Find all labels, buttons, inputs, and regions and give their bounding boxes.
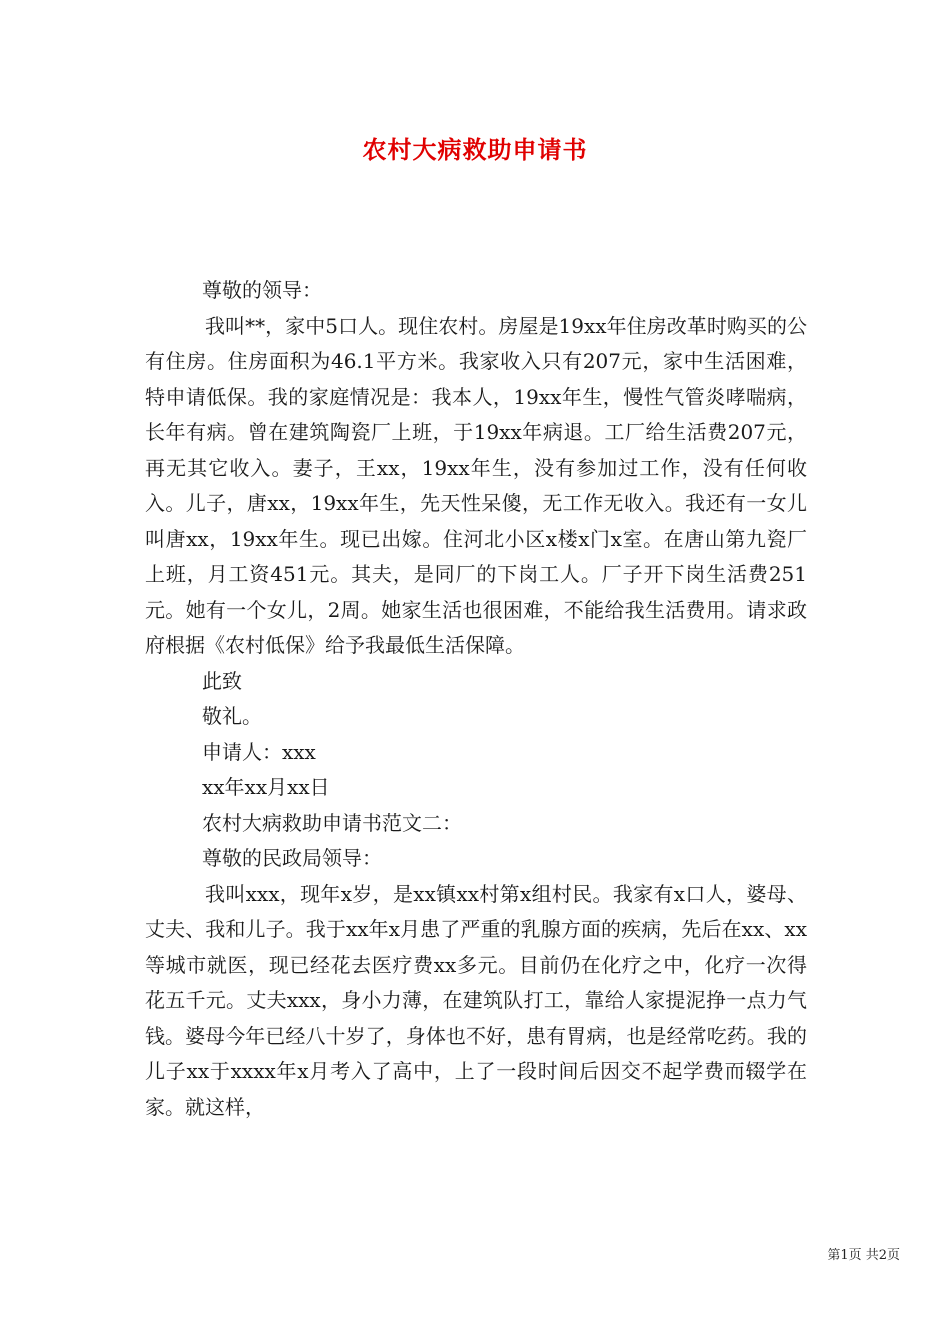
applicant-line: 申请人：xxx — [202, 739, 316, 764]
page-number-footer: 第1页 共2页 — [827, 1248, 900, 1263]
sample-2-heading: 农村大病救助申请书范文二： — [202, 810, 462, 835]
salutation-2: 尊敬的民政局领导： — [202, 846, 382, 870]
document-title: 农村大病救助申请书 — [362, 135, 588, 164]
closing-ci-zhi: 此致 — [202, 668, 242, 693]
salutation: 尊敬的领导： — [202, 278, 322, 302]
date-line: xx年xx月xx日 — [202, 775, 330, 799]
document-body — [145, 273, 807, 1125]
paragraph-1: 我叫**，家中5口人。现住农村。房屋是19xx年住房改革时购买的公有住房。住房面积为46.1平方米。我家收入只有207元，家中生活困难，特申请低保。我的家庭情况是：我本人，19xx年生，慢性气管炎哮喘病，长年有病。曾在建筑陶瓷厂上班，于19xx年病退。工厂给生活费207元，再无其它收入。妻子，王xx，19xx年生，没有参加过工作，没有任何收入。儿子，唐xx，19xx年生，先天性呆傻，无工作无收入。我还有一女儿叫唐xx，19xx年生。现已出嫁。住河北小区x楼x门x室。在唐山第九瓷厂上班，月工资451元。其夫，是同厂的下岗工人。厂子开下岗生活费251元。她有一个女儿，2周。她家生活也很困难，不能给我生活费用。请求政府根据《农村低保》给予我最低生活保障。 — [145, 313, 807, 657]
closing-jing-li: 敬礼。 — [202, 704, 262, 728]
paragraph-2: 我叫xxx，现年x岁，是xx镇xx村第x组村民。我家有x口人，婆母、丈夫、我和儿子。我于xx年x月患了严重的乳腺方面的疾病，先后在xx、xx等城市就医，现已经花去医疗费xx多元。目前仍在化疗之中，化疗一次得花五千元。丈夫xxx，身小力薄，在建筑队打工，靠给人家提泥挣一点力气钱。婆母今年已经八十岁了，身体也不好，患有胃病，也是经常吃药。我的儿子xx于xxxx年x月考入了高中，上了一段时间后因交不起学费而辍学在家。就这样， — [145, 881, 807, 1119]
